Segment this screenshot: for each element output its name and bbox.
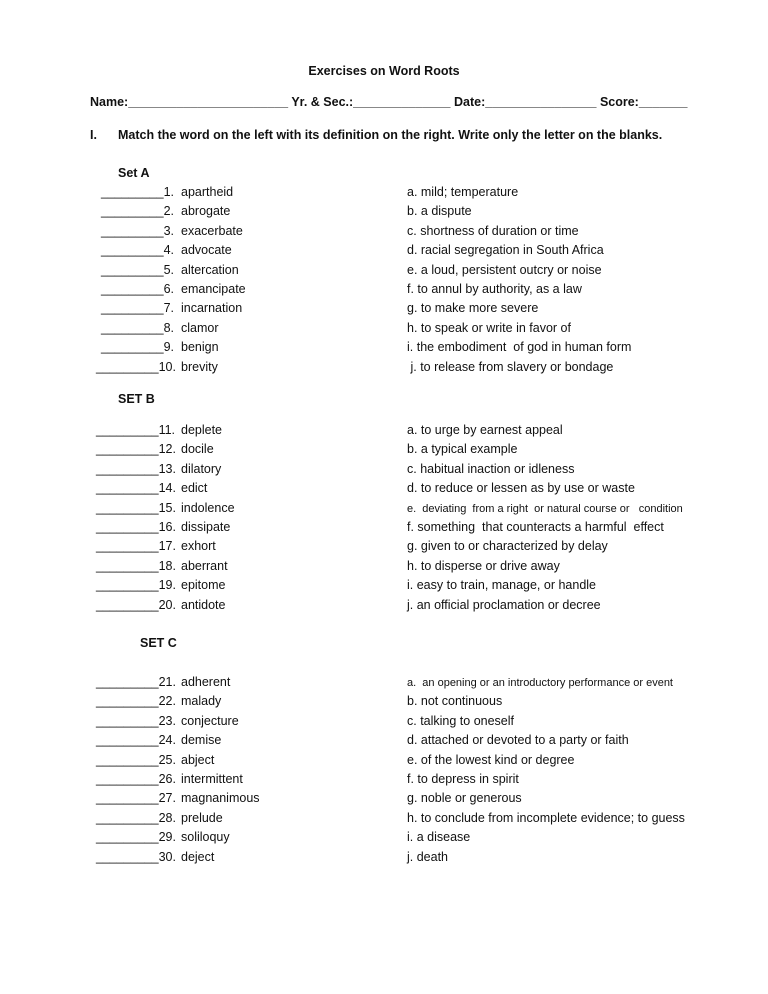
answer-blank[interactable]: _________29.: [96, 830, 176, 845]
answer-blank[interactable]: _________4.: [101, 243, 174, 258]
definition: h. to speak or write in favor of: [407, 320, 571, 335]
answer-blank[interactable]: _________21.: [96, 675, 176, 689]
answer-blank[interactable]: _________27.: [96, 791, 176, 806]
vocabulary-word: exhort: [181, 539, 216, 554]
item-row: [96, 811, 396, 826]
definition: d. racial segregation in South Africa: [407, 243, 604, 258]
vocabulary-word: abrogate: [181, 204, 231, 219]
vocabulary-word: soliloquy: [181, 830, 230, 845]
answer-blank[interactable]: _________1.: [101, 185, 174, 199]
vocabulary-word: edict: [181, 481, 208, 496]
answer-blank[interactable]: _________20.: [96, 597, 176, 612]
vocabulary-word: altercation: [181, 262, 239, 277]
vocabulary-word: intermittent: [181, 772, 243, 786]
definition: a. to urge by earnest appeal: [407, 423, 563, 437]
definition: c. habitual inaction or idleness: [407, 461, 575, 476]
definition: a. mild; temperature: [407, 185, 519, 199]
item-row: [96, 224, 396, 239]
definition: j. death: [407, 849, 449, 864]
page-title: Exercises on Word Roots: [308, 64, 460, 78]
item-row: [96, 243, 396, 258]
answer-blank[interactable]: _________6.: [101, 282, 174, 296]
definition: g. given to or characterized by delay: [407, 539, 608, 554]
definition: b. not continuous: [407, 694, 503, 709]
definition: b. a dispute: [407, 204, 472, 219]
item-row: [96, 360, 396, 375]
item-row: [96, 714, 396, 729]
item-row: [96, 675, 396, 690]
answer-blank[interactable]: _________2.: [101, 204, 174, 219]
item-row: [96, 850, 396, 865]
vocabulary-word: deject: [181, 849, 215, 864]
item-row: [96, 301, 396, 316]
definition: h. to disperse or drive away: [407, 558, 560, 573]
definition: j. to release from slavery or bondage: [407, 359, 614, 374]
item-row: [96, 830, 396, 845]
item-row: [96, 520, 396, 535]
definition: b. a typical example: [407, 442, 518, 457]
definition: e. of the lowest kind or degree: [407, 752, 575, 767]
vocabulary-word: apartheid: [181, 185, 234, 199]
vocabulary-word: antidote: [181, 597, 226, 612]
item-row: [96, 753, 396, 768]
definition: c. talking to oneself: [407, 713, 515, 728]
vocabulary-word: epitome: [181, 578, 226, 593]
definition: d. to reduce or lessen as by use or waste: [407, 481, 635, 496]
item-row: [96, 263, 396, 278]
answer-blank[interactable]: _________12.: [96, 442, 176, 457]
vocabulary-word: deplete: [181, 423, 223, 437]
answer-blank[interactable]: _________25.: [96, 752, 176, 767]
item-row: [96, 282, 396, 297]
answer-blank[interactable]: _________15.: [96, 500, 176, 515]
definition: i. easy to train, manage, or handle: [407, 578, 597, 593]
set-title: SET B: [118, 392, 155, 406]
answer-blank[interactable]: _________3.: [101, 223, 174, 238]
answer-blank[interactable]: _________23.: [96, 713, 176, 728]
item-row: [96, 501, 396, 516]
definition: f. to depress in spirit: [407, 772, 519, 786]
answer-blank[interactable]: _________19.: [96, 578, 176, 593]
student-info-line: Name:_______________________ Yr. & Sec.:______________ Date:________________ Score:_______: [90, 95, 688, 109]
vocabulary-word: magnanimous: [181, 791, 260, 806]
answer-blank[interactable]: _________28.: [96, 810, 176, 825]
vocabulary-word: conjecture: [181, 713, 239, 728]
answer-blank[interactable]: _________14.: [96, 481, 176, 496]
definition: f. to annul by authority, as a law: [407, 282, 582, 296]
vocabulary-word: exacerbate: [181, 223, 243, 238]
answer-blank[interactable]: _________30.: [96, 849, 176, 864]
vocabulary-word: indolence: [181, 500, 235, 515]
item-row: [96, 772, 396, 787]
vocabulary-word: emancipate: [181, 282, 246, 296]
answer-blank[interactable]: _________7.: [101, 301, 174, 316]
vocabulary-word: advocate: [181, 243, 232, 258]
answer-blank[interactable]: _________16.: [96, 520, 176, 534]
definition: c. shortness of duration or time: [407, 223, 579, 238]
answer-blank[interactable]: _________9.: [101, 340, 174, 355]
definition: e. deviating from a right or natural course or condition: [407, 502, 683, 515]
answer-blank[interactable]: _________10.: [96, 359, 176, 374]
definition: d. attached or devoted to a party or faith: [407, 733, 629, 748]
item-row: [96, 578, 396, 593]
item-row: [96, 204, 396, 219]
item-row: [96, 185, 396, 200]
vocabulary-word: benign: [181, 340, 219, 355]
definition: i. a disease: [407, 830, 471, 845]
vocabulary-word: adherent: [181, 675, 231, 689]
vocabulary-word: dilatory: [181, 461, 222, 476]
item-row: [96, 340, 396, 355]
item-row: [96, 462, 396, 477]
answer-blank[interactable]: _________18.: [96, 558, 176, 573]
answer-blank[interactable]: _________17.: [96, 539, 176, 554]
answer-blank[interactable]: _________11.: [96, 423, 176, 437]
answer-blank[interactable]: _________26.: [96, 772, 176, 786]
instruction-text: Match the word on the left with its definition on the right. Write only the letter on the blanks.: [118, 128, 663, 142]
item-row: [96, 694, 396, 709]
item-row: [96, 442, 396, 457]
set-title: Set A: [118, 166, 150, 180]
definition: i. the embodiment of god in human form: [407, 340, 632, 355]
definition: g. to make more severe: [407, 301, 539, 316]
definition: f. something that counteracts a harmful effect: [407, 520, 664, 534]
vocabulary-word: abject: [181, 752, 215, 767]
item-row: [96, 733, 396, 748]
vocabulary-word: docile: [181, 442, 214, 457]
vocabulary-word: incarnation: [181, 301, 243, 316]
vocabulary-word: dissipate: [181, 520, 231, 534]
item-row: [96, 423, 396, 438]
answer-blank[interactable]: _________8.: [101, 320, 174, 335]
item-row: [96, 598, 396, 613]
set-title: SET C: [140, 636, 177, 650]
answer-blank[interactable]: _________5.: [101, 262, 174, 277]
answer-blank[interactable]: _________24.: [96, 733, 176, 748]
vocabulary-word: demise: [181, 733, 222, 748]
vocabulary-word: brevity: [181, 359, 218, 374]
answer-blank[interactable]: _________22.: [96, 694, 176, 709]
vocabulary-word: malady: [181, 694, 222, 709]
vocabulary-word: prelude: [181, 810, 223, 825]
item-row: [96, 539, 396, 554]
definition: j. an official proclamation or decree: [407, 597, 601, 612]
item-row: [96, 559, 396, 574]
item-row: [96, 791, 396, 806]
definition: h. to conclude from incomplete evidence; to guess: [407, 810, 685, 825]
vocabulary-word: clamor: [181, 320, 219, 335]
answer-blank[interactable]: _________13.: [96, 461, 176, 476]
definition: a. an opening or an introductory performance or event: [407, 677, 673, 689]
instruction-number: I.: [90, 128, 97, 142]
vocabulary-word: aberrant: [181, 558, 228, 573]
definition: g. noble or generous: [407, 791, 522, 806]
item-row: [96, 481, 396, 496]
definition: e. a loud, persistent outcry or noise: [407, 262, 602, 277]
item-row: [96, 321, 396, 336]
